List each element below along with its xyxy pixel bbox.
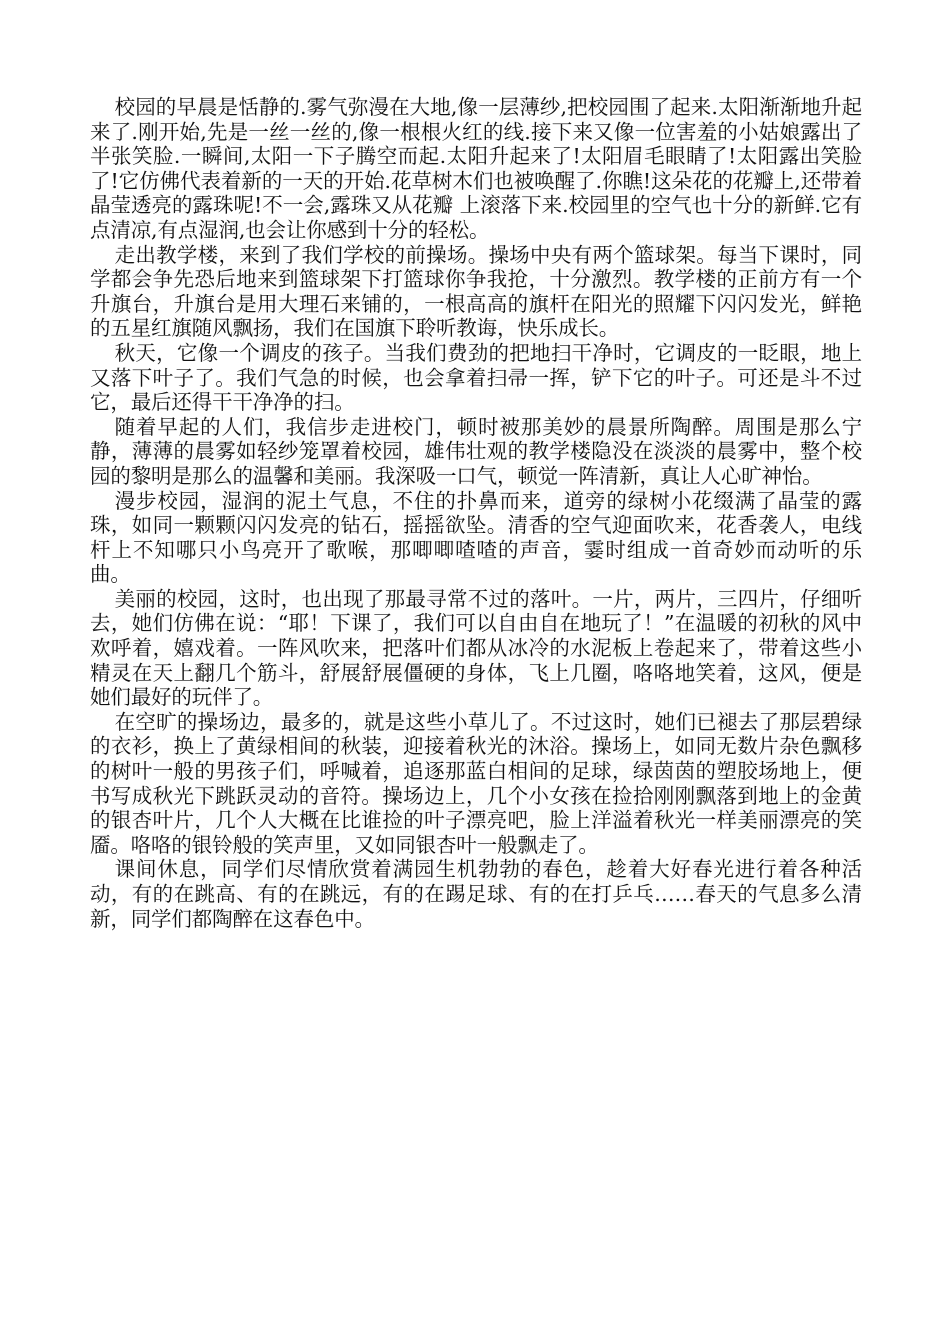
paragraph-morning-campus: 校园的早晨是恬静的.雾气弥漫在大地,像一层薄纱,把校园围了起来.太阳渐渐地升起来了.刚开始,先是一丝一丝的,像一根根火红的线.接下来又像一位害羞的小姑娘露出了半张笑脸.一瞬间,太阳一下子腾空而起.太阳升起来了!太阳眉毛眼睛了!太阳露出笑脸了!它仿佛代表着新的一天的开始.花草树木们也被唤醒了.你瞧!这朵花的花瓣上,还带着晶莹透亮的露珠呢!不一会,露珠又从花瓣 上滚落下来.校园里的空气也十分的新鲜.它有点清凉,有点湿润,也会让你感到十分的轻松。 — [90, 95, 862, 242]
paragraph-entering-school-gate: 随着早起的人们，我信步走进校门，顿时被那美妙的晨景所陶醉。周围是那么宁静，薄薄的晨雾如轻纱笼罩着校园，雄伟壮观的教学楼隐没在淡淡的晨雾中，整个校园的黎明是那么的温馨和美丽。我深吸一口气，顿觉一阵清新，真让人心旷神怡。 — [90, 414, 862, 488]
paragraph-walking-campus: 漫步校园，湿润的泥土气息，不住的扑鼻而来，道旁的绿树小花缀满了晶莹的露珠，如同一颗颗闪闪发亮的钻石，摇摇欲坠。清香的空气迎面吹来，花香袭人，电线杆上不知哪只小鸟亮开了歌喉，那唧唧喳喳的声音，霎时组成一首奇妙而动听的乐曲。 — [90, 488, 862, 587]
document-body — [90, 95, 862, 931]
paragraph-falling-leaves: 美丽的校园，这时，也出现了那最寻常不过的落叶。一片，两片，三四片，仔细听去，她们仿佛在说：“耶！下课了，我们可以自由自在地玩了！”在温暖的初秋的风中欢呼着，嬉戏着。一阵风吹来，把落叶们都从冰冷的水泥板上卷起来了，带着这些小精灵在天上翻几个筋斗，舒展舒展僵硬的身体，飞上几圈，咯咯地笑着，这风，便是她们最好的玩伴了。 — [90, 586, 862, 710]
paragraph-playground-edge: 在空旷的操场边，最多的，就是这些小草儿了。不过这时，她们已褪去了那层碧绿的衣衫，换上了黄绿相间的秋装，迎接着秋光的沐浴。操场上，如同无数片杂色飘移的树叶一般的男孩子们，呼喊着，追逐那蓝白相间的足球，绿茵茵的塑胶场地上，便书写成秋光下跳跃灵动的音符。操场边上，几个小女孩在捡拾刚刚飘落到地上的金黄的银杏叶片，几个人大概在比谁捡的叶子漂亮吧，脸上洋溢着秋光一样美丽漂亮的笑靥。咯咯的银铃般的笑声里，又如同银杏叶一般飘走了。 — [90, 709, 862, 857]
paragraph-autumn-leaves-sweeping: 秋天，它像一个调皮的孩子。当我们费劲的把地扫干净时，它调皮的一眨眼，地上又落下叶子了。我们气急的时候，也会拿着扫帚一挥，铲下它的叶子。可还是斗不过它，最后还得干干净净的扫。 — [90, 340, 862, 415]
paragraph-front-playground: 走出教学楼，来到了我们学校的前操场。操场中央有两个篮球架。每当下课时，同学都会争先恐后地来到篮球架下打篮球你争我抢，十分激烈。教学楼的正前方有一个升旗台，升旗台是用大理石来铺的，一根高高的旗杆在阳光的照耀下闪闪发光，鲜艳的五星红旗随风飘扬，我们在国旗下聆听教诲，快乐成长。 — [90, 242, 862, 341]
paragraph-recess: 课间休息，同学们尽情欣赏着满园生机勃勃的春色，趁着大好春光进行着各种活动，有的在跳高、有的在跳远，有的在踢足球、有的在打乒乓……春天的气息多么清新，同学们都陶醉在这春色中。 — [90, 857, 862, 931]
